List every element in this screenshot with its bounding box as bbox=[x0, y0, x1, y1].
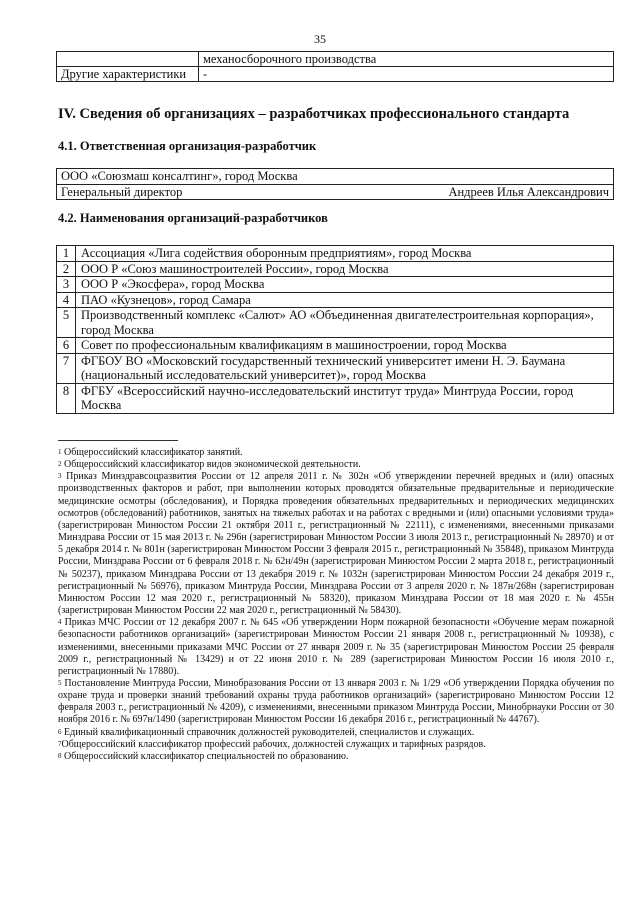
table-cell: механосборочного производства bbox=[199, 52, 614, 67]
developer-name: Совет по профессиональным квалификациям в машиностроении, город Москва bbox=[76, 338, 614, 354]
developer-name: Производственный комплекс «Салют» АО «Объединенная двигателестроительная корпорация», город Москва bbox=[76, 308, 614, 338]
footnote bbox=[58, 751, 614, 763]
developer-name: ООО Р «Союз машиностроителей России», город Москва bbox=[76, 261, 614, 277]
footnote-text: Общероссийский классификатор профессий рабочих, должностей служащих и тарифных разрядов. bbox=[61, 738, 486, 750]
developer-name: ФГБУ «Всероссийский научно-исследовательский институт труда» Минтруда России, город Москва bbox=[76, 383, 614, 413]
footnote-text: Общероссийский классификатор занятий. bbox=[64, 447, 243, 458]
footnote bbox=[58, 617, 614, 678]
table-row bbox=[57, 383, 614, 413]
table-row bbox=[57, 52, 614, 67]
row-number: 6 bbox=[57, 338, 76, 354]
table-row bbox=[57, 308, 614, 338]
table-row bbox=[57, 67, 614, 82]
footnote-number: 2 bbox=[58, 460, 62, 469]
table-cell-empty bbox=[57, 52, 199, 67]
footnote bbox=[58, 739, 614, 751]
footnote-number: 8 bbox=[58, 751, 62, 760]
table-row bbox=[57, 338, 614, 354]
signatory-position: Генеральный директор bbox=[61, 184, 183, 199]
subsection-title-responsible: 4.1. Ответственная организация-разработчик bbox=[58, 139, 317, 153]
row-number: 3 bbox=[57, 277, 76, 293]
table-cell-label: Другие характеристики bbox=[57, 67, 199, 82]
table-row bbox=[57, 261, 614, 277]
footnote bbox=[58, 727, 614, 739]
footnote bbox=[58, 459, 614, 471]
footnote bbox=[58, 678, 614, 727]
footnote-text: Постановление Минтруда России, Минобразования России от 13 января 2003 г. № 1/29 «Об утверждении Порядка обучения по охране труда и проверки знаний требований охраны труда работников организаций» (зарегистрировано Минюстом России 12 февраля 2003 г., регистрационный № 4209), с изменениями, внесенными приказом Минтруда России, Минобрнауки России от 30 ноября 2016 г. № 697н/1490 (зарегистрирован Минюстом России 16 декабря 2016 г., регистрационный № 44767). bbox=[58, 677, 614, 726]
footnote-text: Общероссийский классификатор видов экономической деятельности. bbox=[64, 459, 361, 471]
footnotes bbox=[58, 447, 614, 763]
signatory-name: Андреев Илья Александрович bbox=[448, 184, 609, 199]
characteristics-table bbox=[56, 51, 614, 82]
developers-table bbox=[56, 245, 614, 414]
subsection-title-developers: 4.2. Наименования организаций-разработчиков bbox=[58, 211, 328, 225]
footnote-text: Приказ Минздравсоцразвития России от 12 апреля 2011 г. № 302н «Об утверждении перечней вредных и (или) опасных производственных факторов и работ, при выполнении которых проводятся обязательные предварительные и периодические медицинские осмотры (обследования), и Порядка проведения обязательных предварительных и периодических медицинских осмотров (обследований) работников, занятых на тяжелых работах и на работах с вредными и (или) опасными условиями труда» (зарегистрирован Минюстом России 21 октября 2011 г., регистрационный № 22111), с изменениями, внесенными приказами Минздрава России от 15 мая 2013 г. № 296н (зарегистрирован Минюстом России 3 июля 2013 г., регистрационный № 28970) и от 5 декабря 2014 г. № 801н (зарегистрирован Минюстом России 3 февраля 2015 г., регистрационный № 35848), приказом Минтруда России, Минздрава России от 6 февраля 2018 г. № 62н/49н (зарегистрирован Минюстом России 2 марта 2018 г., регистрационный № 50237), приказом Минздрава России от 13 декабря 2019 г. № 1032н (зарегистрирован Минюстом России 24 декабря 2019 г., регистрационный № 56976), приказом Минтруда России, Минздрава России от 3 апреля 2020 г. № 187н/268н (зарегистрирован Минюстом России 12 мая 2020 г., регистрационный № 58320), приказом Минздрава России от 18 мая 2020 г. № 455н (зарегистрирован Минюстом России 22 мая 2020 г., регистрационный № 58430). bbox=[58, 471, 614, 617]
table-row bbox=[57, 292, 614, 308]
footnote-number: 3 bbox=[58, 472, 62, 481]
footnote-number: 6 bbox=[58, 727, 62, 736]
developer-name: ООО Р «Экосфера», город Москва bbox=[76, 277, 614, 293]
footnote-text: Единый квалификационный справочник должностей руководителей, специалистов и служащих. bbox=[64, 726, 475, 738]
row-number: 8 bbox=[57, 383, 76, 413]
row-number: 7 bbox=[57, 353, 76, 383]
row-number: 1 bbox=[57, 246, 76, 262]
footnote-number: 4 bbox=[58, 618, 62, 627]
footnote bbox=[58, 471, 614, 617]
table-row bbox=[57, 277, 614, 293]
table-row bbox=[57, 246, 614, 262]
footnote-text: Приказ МЧС России от 12 декабря 2007 г. № 645 «Об утверждении Норм пожарной безопасности «Обучение мерам пожарной безопасности работников организаций» (зарегистрирован Минюстом России 21 января 2008 г., регистрационный № 10938), с изменениями, внесенными приказами МЧС России от 27 января 2009 г. № 35 (зарегистрирован Минюстом России 25 февраля 2009 г., регистрационный № 13429) и от 22 июня 2010 г. № 289 (зарегистрирован Минюстом России 16 июля 2010 г., регистрационный № 17880). bbox=[58, 617, 614, 677]
table-row bbox=[57, 353, 614, 383]
row-number: 2 bbox=[57, 261, 76, 277]
table-row bbox=[57, 169, 614, 185]
responsible-org-table bbox=[56, 168, 614, 200]
signatory-cell bbox=[57, 184, 614, 200]
table-cell: - bbox=[199, 67, 614, 82]
row-number: 4 bbox=[57, 292, 76, 308]
footnote-number: 1 bbox=[58, 448, 62, 456]
row-number: 5 bbox=[57, 308, 76, 338]
table-row bbox=[57, 184, 614, 200]
org-name: ООО «Союзмаш консалтинг», город Москва bbox=[57, 169, 614, 185]
developer-name: ФГБОУ ВО «Московский государственный технический университет имени Н. Э. Баумана (национальный исследовательский университет)», город Москва bbox=[76, 353, 614, 383]
developer-name: Ассоциация «Лига содействия оборонным предприятиям», город Москва bbox=[76, 246, 614, 262]
section-title: IV. Сведения об организациях – разработчиках профессионального стандарта bbox=[58, 106, 570, 122]
footnote-text: Общероссийский классификатор специальностей по образованию. bbox=[64, 750, 349, 762]
page-number: 35 bbox=[314, 32, 326, 46]
footnote-divider bbox=[58, 440, 178, 441]
footnote bbox=[58, 447, 614, 459]
footnote-number: 5 bbox=[58, 678, 62, 687]
footnote-number: 7 bbox=[58, 739, 62, 748]
developer-name: ПАО «Кузнецов», город Самара bbox=[76, 292, 614, 308]
